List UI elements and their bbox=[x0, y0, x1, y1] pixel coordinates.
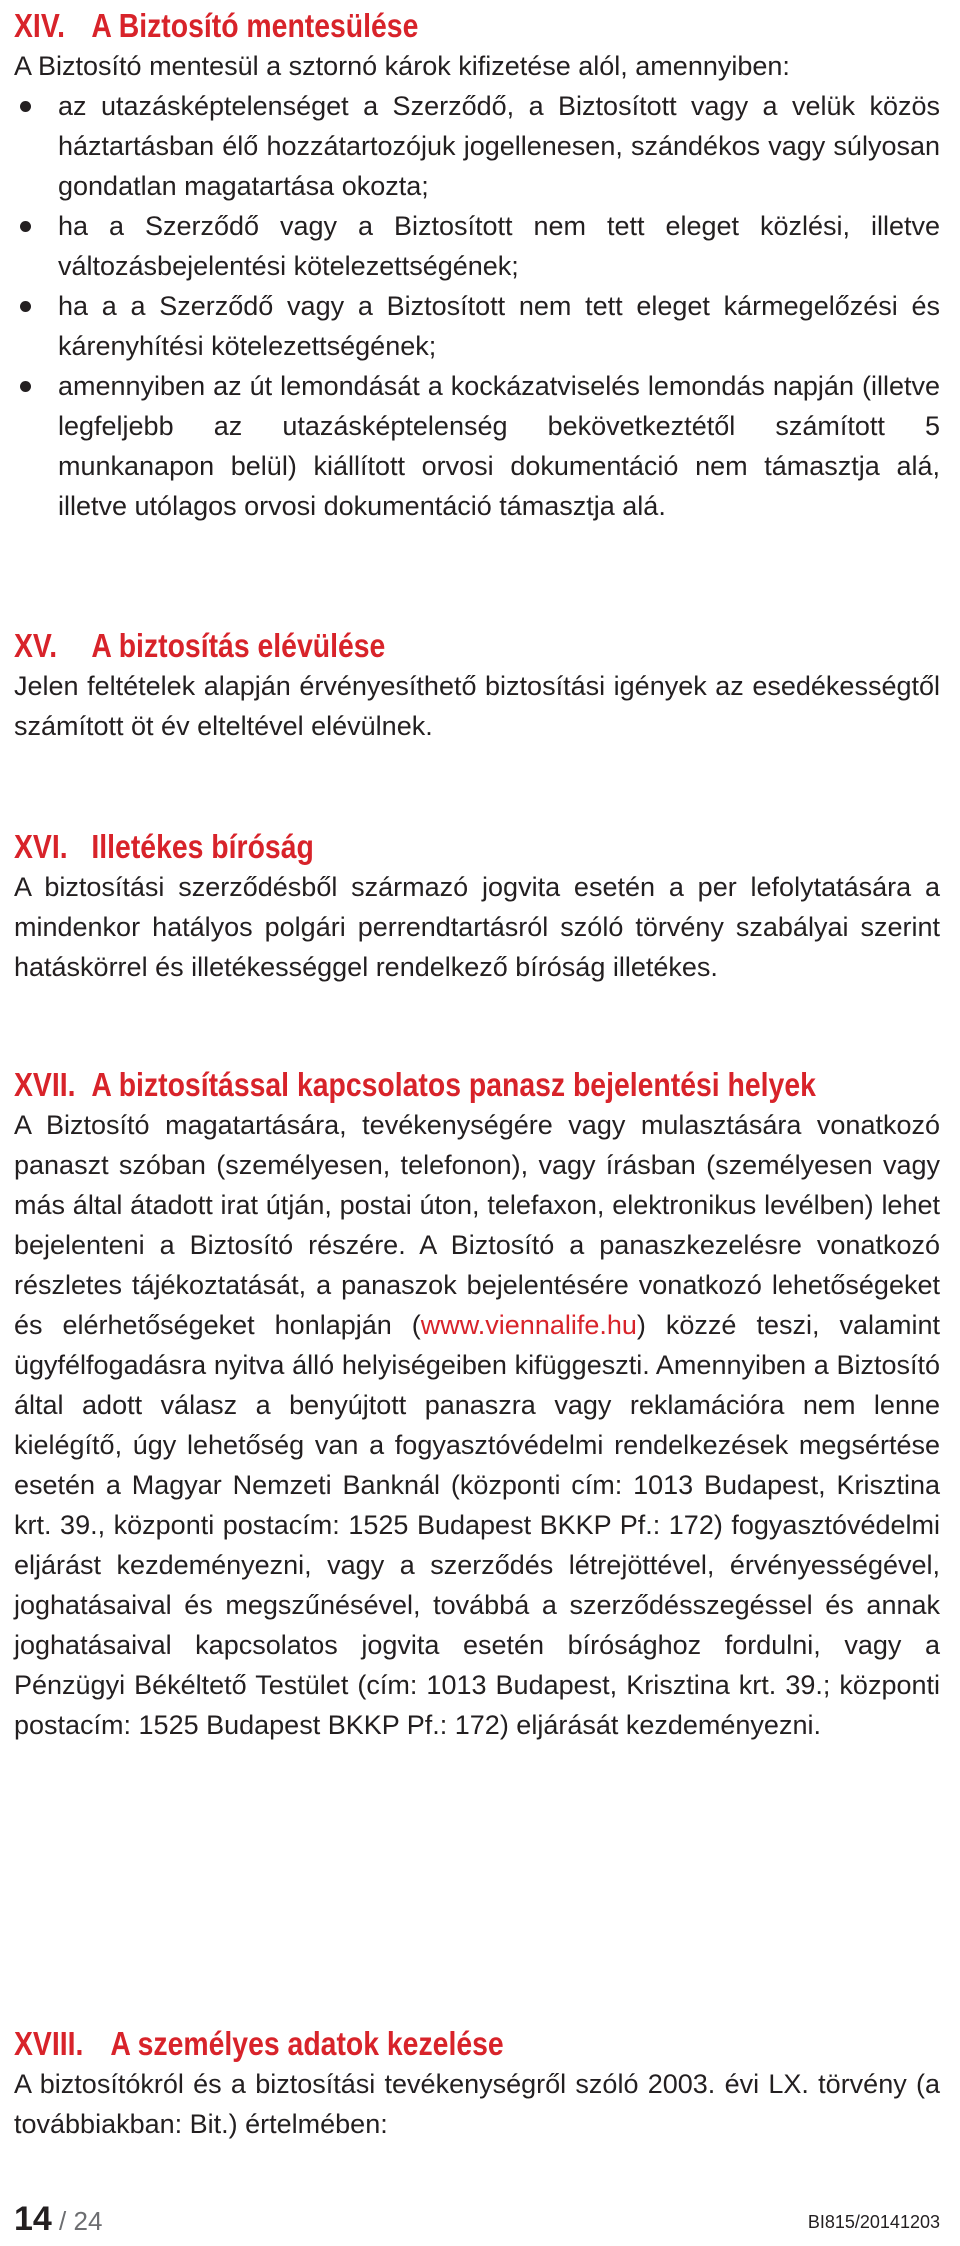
section-heading-xviii bbox=[14, 2024, 938, 2064]
bullet-icon bbox=[20, 381, 31, 392]
section-xviii bbox=[14, 2024, 940, 2144]
section-intro: A Biztosító mentesül a sztornó károk kifizetése alól, amennyiben: bbox=[14, 51, 790, 81]
section-title: A biztosítással kapcsolatos panasz bejelentési helyek bbox=[91, 1066, 816, 1103]
section-heading-xv bbox=[14, 626, 938, 666]
page-footer bbox=[14, 2200, 940, 2240]
bullet-icon bbox=[20, 301, 31, 312]
page-number bbox=[14, 2200, 102, 2239]
section-title: A Biztosító mentesülése bbox=[91, 7, 419, 44]
section-text: A biztosítási szerződésből származó jogvita esetén a per lefolytatására a mindenkor hatályos polgári perrendtartásról szóló törvény szabályai szerint hatáskörrel és illetékességgel rendelkező bíróság illetékes. bbox=[14, 872, 940, 982]
website-link[interactable]: www.viennalife.hu bbox=[420, 1310, 637, 1340]
section-number: XVIII. bbox=[14, 2025, 84, 2062]
section-xvii bbox=[14, 1065, 940, 1745]
list-item: ha a a Szerződő vagy a Biztosított nem tett eleget kármegelőzési és kárenyhítési kötelezettségének; bbox=[14, 286, 940, 366]
exclusion-list bbox=[14, 86, 940, 526]
section-number: XIV. bbox=[14, 7, 66, 44]
section-text: A biztosítókról és a biztosítási tevékenységről szóló 2003. évi LX. törvény (a továbbiakban: Bit.) értelmében: bbox=[14, 2069, 940, 2139]
current-page: 14 bbox=[14, 2200, 52, 2238]
section-text: Jelen feltételek alapján érvényesíthető biztosítási igények az esedékességtől számított öt év elteltével elévülnek. bbox=[14, 671, 940, 741]
page-separator: / bbox=[51, 2206, 74, 2236]
section-xiv bbox=[14, 6, 940, 526]
section-number: XVII. bbox=[14, 1066, 76, 1103]
document-code: BI815/20141203 bbox=[807, 2212, 940, 2232]
section-title: A személyes adatok kezelése bbox=[110, 2025, 504, 2062]
section-heading-xvi bbox=[14, 827, 938, 867]
section-title: A biztosítás elévülése bbox=[91, 627, 386, 664]
bullet-icon bbox=[20, 221, 31, 232]
list-item: amennyiben az út lemondását a kockázatviselés lemondás napján (illetve legfeljebb az utazásképtelenség bekövetkeztétől számított 5 munkanapon belül) kiállított orvosi dokumentáció nem támasztja alá, illetve utólagos orvosi dokumentáció támasztja alá. bbox=[14, 366, 940, 526]
section-number: XV. bbox=[14, 627, 58, 664]
list-item: az utazásképtelenséget a Szerződő, a Biztosított vagy a velük közös háztartásban élő hozzátartozójuk jogellenesen, szándékos vagy súlyosan gondatlan magatartása okozta; bbox=[14, 86, 940, 206]
section-heading-xiv bbox=[14, 6, 938, 46]
section-number: XVI. bbox=[14, 828, 68, 865]
bullet-icon bbox=[20, 101, 31, 112]
section-heading-xvii bbox=[14, 1065, 938, 1105]
list-item: ha a Szerződő vagy a Biztosított nem tett eleget közlési, illetve változásbejelentési kötelezettségének; bbox=[14, 206, 940, 286]
total-pages: 24 bbox=[73, 2206, 103, 2236]
section-text: A Biztosító magatartására, tevékenységére vagy mulasztására vonatkozó panaszt szóban (személyesen, telefonon), vagy írásban (személyesen vagy más által átadott irat útján, postai úton, telefaxon, elektronikus levélben) lehet bejelenteni a Biztosító részére. A Biztosító a panaszkezelésre vonatkozó részletes tájékoztatását, a panaszok bejelentésére vonatkozó lehetőségeket és elérhetőségeket honlapján (www.viennalife.hu) közzé teszi, valamint ügyfélfogadásra nyitva álló helyiségeiben kifüggeszti. Amennyiben a Biztosító által adott válasz a benyújtott panaszra vagy reklamációra nem lenne kielégítő, úgy lehetőség van a fogyasztóvédelmi rendelkezések megsértése esetén a Magyar Nemzeti Banknál (központi cím: 1013 Budapest, Krisztina krt. 39., központi postacím: 1525 Budapest BKKP Pf.: 172) fogyasztóvédelmi eljárást kezdeményezni, vagy a szerződés létrejöttével, érvényességével, joghatásaival és megszűnésével, továbbá a szerződésszegéssel és annak joghatásaival kapcsolatos jogvita esetén bírósághoz fordulni, vagy a Pénzügyi Békéltető Testület (cím: 1013 Budapest, Krisztina krt. 39.; központi postacím: 1525 Budapest BKKP Pf.: 172) eljárását kezdeményezni. bbox=[14, 1110, 940, 1740]
section-title: Illetékes bíróság bbox=[91, 828, 314, 865]
section-xv bbox=[14, 626, 940, 746]
section-xvi bbox=[14, 827, 940, 987]
